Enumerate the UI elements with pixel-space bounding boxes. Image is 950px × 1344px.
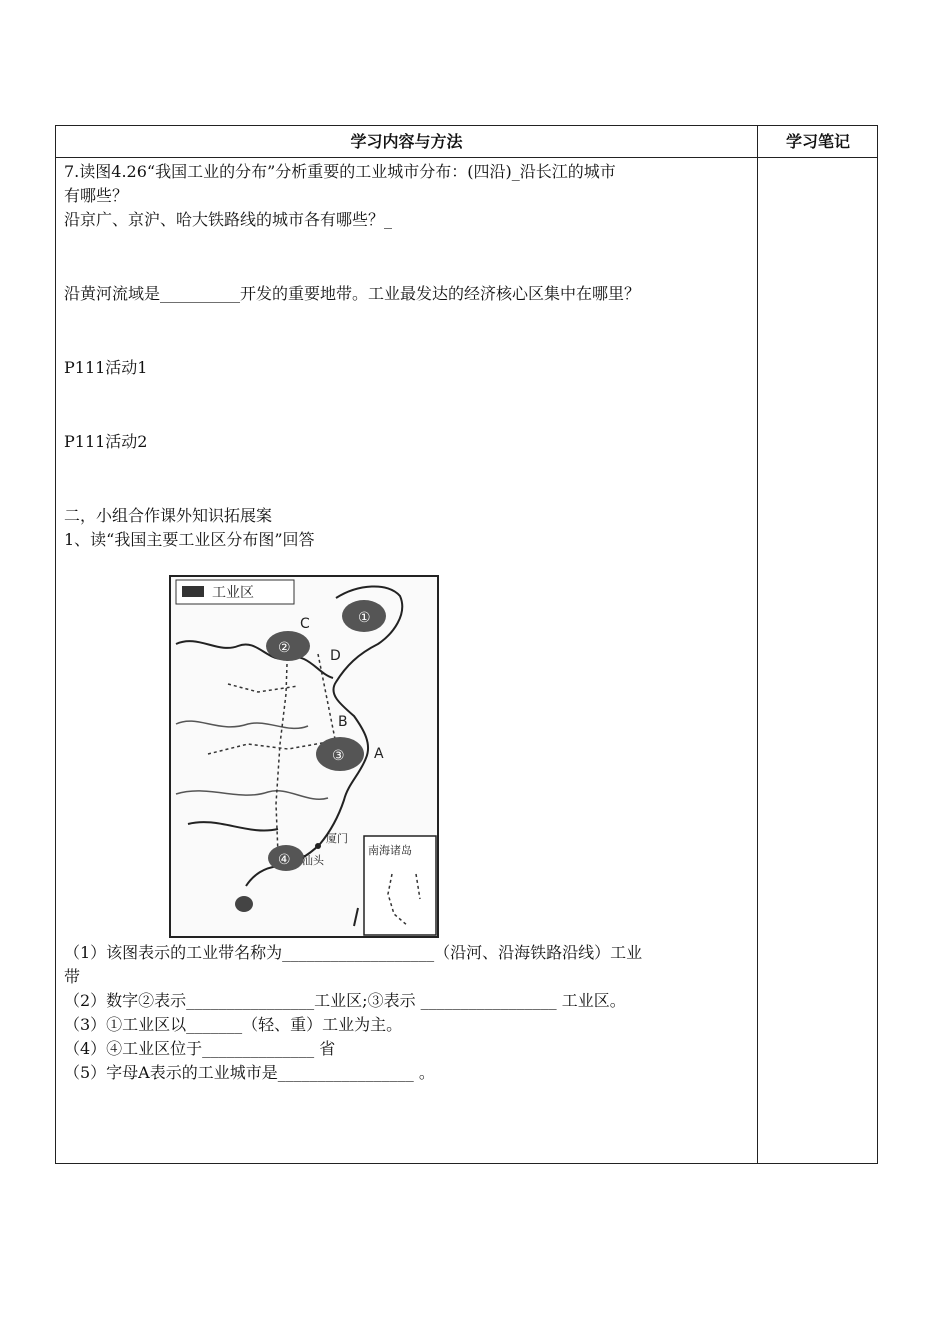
city-a-label: A <box>374 746 384 762</box>
question-4: （4）④工业区位于______________ 省 <box>64 1039 336 1058</box>
city-d-label: D <box>330 648 341 664</box>
zone-1-label: ① <box>358 610 371 626</box>
legend-label: 工业区 <box>212 585 254 601</box>
inset-label: 南海诸岛 <box>368 844 412 857</box>
zone-3-label: ③ <box>332 748 345 764</box>
question-2: （2）数字②表示________________工业区;③表示 _________________ 工业区。 <box>64 991 626 1010</box>
question-5: （5）字母A表示的工业城市是_________________ 。 <box>64 1063 435 1082</box>
q7-line-1: 7.读图4.26“我国工业的分布”分析重要的工业城市分布：(四沿)_沿长江的城市 <box>64 162 616 181</box>
activity-2: P111活动2 <box>64 432 148 451</box>
worksheet-table <box>55 125 878 1164</box>
question-3: （3）①工业区以_______（轻、重）工业为主。 <box>64 1015 403 1034</box>
section-2-q1: 1、读“我国主要工业区分布图”回答 <box>64 530 315 549</box>
column-divider <box>757 126 758 1163</box>
legend-swatch-icon <box>182 586 204 597</box>
section-2-title: 二，小组合作课外知识拓展案 <box>64 506 273 525</box>
table-header-row <box>56 126 877 158</box>
city-b-label: B <box>338 714 348 730</box>
q7-line-4: 沿黄河流域是__________开发的重要地带。工业最发达的经济核心区集中在哪里？ <box>64 284 641 303</box>
activity-1: P111活动1 <box>64 358 148 377</box>
city-c-label: C <box>300 616 310 632</box>
zone-4-label: ④ <box>278 852 291 868</box>
city-xiamen: 厦门 <box>326 832 348 845</box>
industrial-zones-map <box>168 574 440 939</box>
header-content-method: 学习内容与方法 <box>350 132 463 151</box>
zone-2-label: ② <box>278 640 291 656</box>
q7-line-2: 有哪些？ <box>64 186 129 205</box>
header-study-notes: 学习笔记 <box>785 132 850 151</box>
question-1-cont: 带 <box>64 967 81 986</box>
city-shantou: 汕头 <box>302 854 324 867</box>
q7-line-3: 沿京广、京沪、哈大铁路线的城市各有哪些？_ <box>64 210 393 229</box>
question-1: （1）该图表示的工业带名称为___________________（沿河、沿海铁路沿线）工业 <box>64 943 643 962</box>
